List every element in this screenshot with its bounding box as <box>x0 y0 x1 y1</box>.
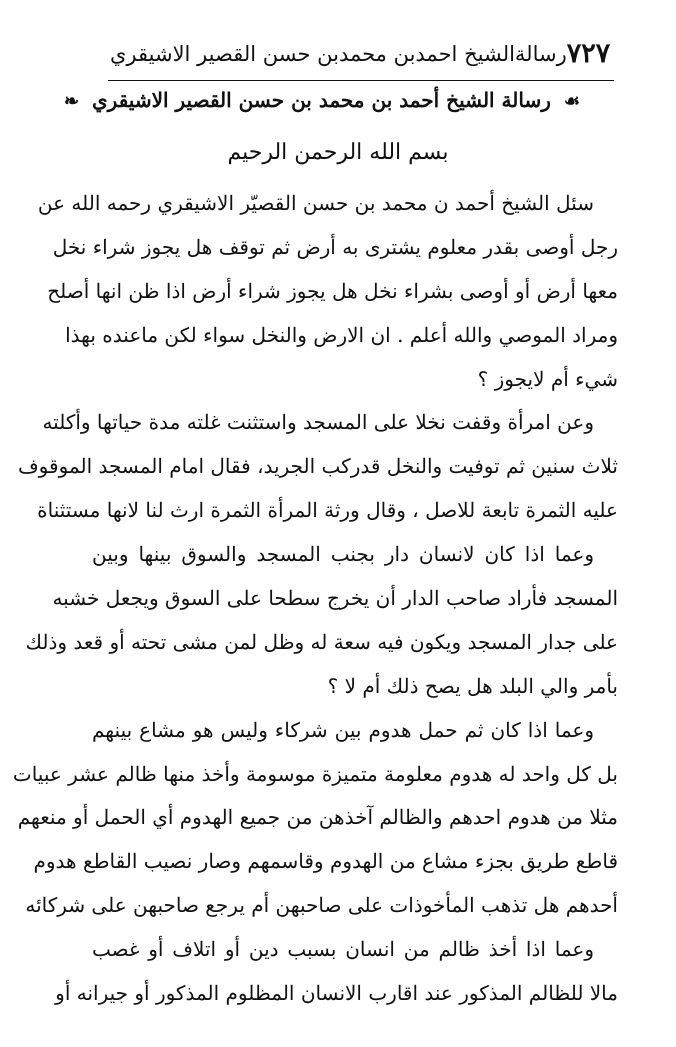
text-line: مثلا من هدوم احدهم والظالم آخذهن من جميع الهدوم أي الحمل أو منعهم <box>17 805 618 830</box>
text-line: سئل الشيخ أحمد ن محمد بن حسن القصيّر الاشيقري رحمه الله عن <box>37 191 594 215</box>
running-title: رسالةالشيخ احمدبن محمدبن حسن القصير الاشيقري <box>110 41 567 66</box>
text-line: رجل أوصى بقدر معلوم يشترى به أرض ثم توقف هل يجوز شراء نخل <box>52 234 618 259</box>
section-title-text: رسالة الشيخ أحمد بن محمد بن حسن القصير الاشيقري <box>92 88 551 112</box>
basmala: بسم الله الرحمن الرحيم <box>227 140 449 165</box>
header-rule <box>108 80 614 81</box>
text-line: المسجد فأراد صاحب الدار أن يخرج سطحا على السوق ويجعل خشبه <box>52 586 618 611</box>
text-line: مالا للظالم المذكور عند اقارب الانسان المظلوم المذكور أو جيرانه أو <box>55 981 618 1006</box>
text-line: وعما اذا أخذ ظالم من انسان بسبب دين أو اتلاف أو غصب <box>92 937 594 962</box>
text-line: ومراد الموصي والله أعلم . ان الارض والنخل سواء لكن ماعنده بهذا <box>65 322 618 347</box>
text-line: شيء أم لايجوز ؟ <box>477 366 618 391</box>
text-line: وعن امرأة وقفت نخلا على المسجد واستثنت غلته مدة حياتها وأكلته <box>42 410 594 435</box>
text-line: معها أرض أو أوصى بشراء نخل هل يجوز شراء أرض اذا ظن انها أصلح <box>47 278 618 303</box>
body-text <box>12 182 618 1016</box>
text-line: بأمر والي البلد هل يصح ذلك أم لا ؟ <box>327 673 618 698</box>
ornament-left-icon: ❧ <box>63 91 80 112</box>
text-line: على جدار المسجد ويكون فيه سعة له وظل لمن مشى تحته أو قعد وذلك <box>25 629 618 654</box>
text-line: وعما اذا كان لانسان دار بجنب المسجد والسوق بينها وبين <box>92 542 594 567</box>
text-line: قاطع طريق بجزء مشاع من الهدوم وقاسمهم وصار نصيب القاطع هدوم <box>33 849 618 874</box>
text-line: أحدهم هل تذهب المأخوذات على صاحبهن أم يرجع صاحبهن على شركائه <box>25 893 618 918</box>
text-line: عليه الثمرة تابعة للاصل ، وقال ورثة المرأة الثمرة ارث لنا لانها مستثناة <box>37 498 618 523</box>
text-line: بل كل واحد له هدوم معلومة متميزة موسومة وأخذ منها ظالم عشر عبيات <box>12 761 618 786</box>
running-header <box>110 38 611 69</box>
text-line: وعما اذا كان ثم حمل هدوم بين شركاء وليس هو مشاع بينهم <box>92 717 594 742</box>
text-line: ثلاث سنين ثم توفيت والنخل قدركب الجريد، فقال امام المسجد الموقوف <box>17 454 618 479</box>
section-title <box>63 88 586 112</box>
ornament-right-icon: ☙ <box>563 91 580 112</box>
page-number: ٧٢٧ <box>566 38 611 69</box>
